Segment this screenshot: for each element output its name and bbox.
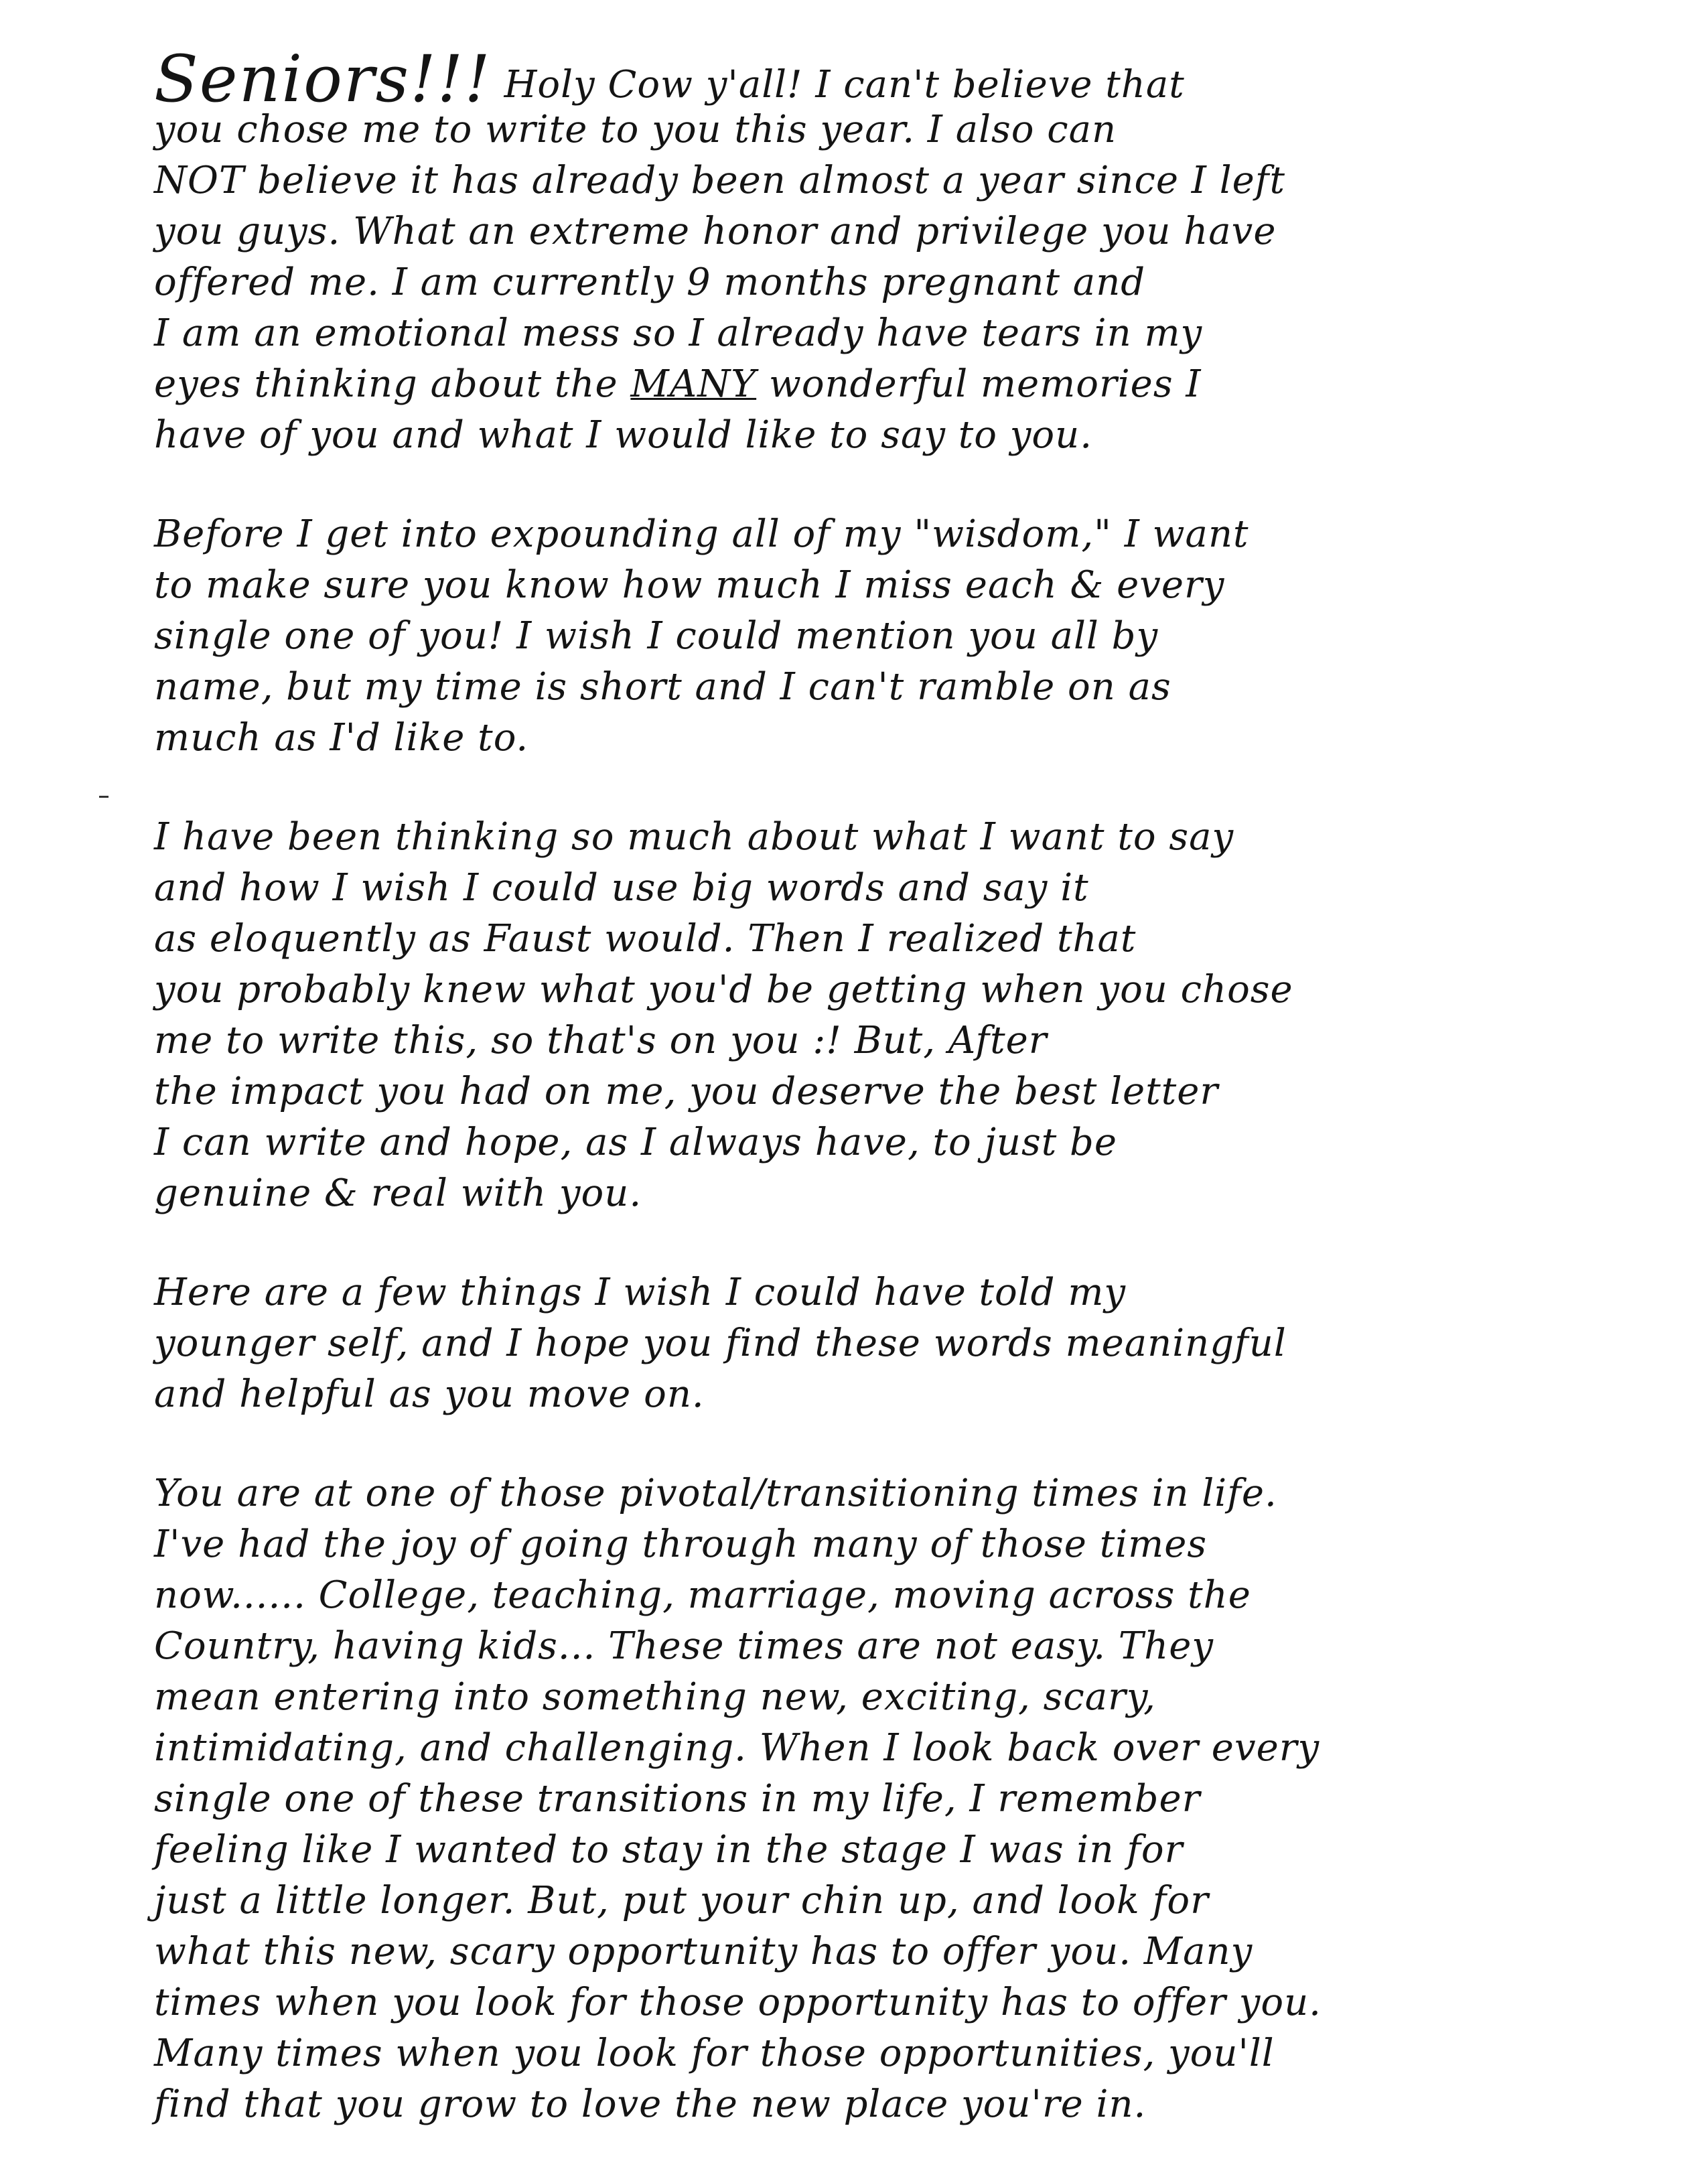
letter-line: to make sure you know how much I miss each & every	[154, 563, 1225, 607]
letter-line: single one of you! I wish I could mention you all by	[154, 614, 1159, 658]
letter-line: I have been thinking so much about what I want to say	[154, 815, 1234, 859]
letter-line: intimidating, and challenging. When I look back over every	[154, 1726, 1320, 1770]
letter-line: as eloquently as Faust would. Then I realized that	[154, 917, 1137, 961]
letter-line: mean entering into something new, exciting, scary,	[154, 1675, 1156, 1719]
letter-line: and how I wish I could use big words and say it	[154, 866, 1089, 910]
letter-line: now...... College, teaching, marriage, moving across the	[154, 1573, 1251, 1617]
letter-line: me to write this, so that's on you :! But, After	[154, 1019, 1048, 1062]
letter-line: and helpful as you move on.	[154, 1372, 705, 1416]
letter-line: name, but my time is short and I can't ramble on as	[154, 665, 1171, 709]
letter-line: You are at one of those pivotal/transitioning times in life.	[154, 1472, 1277, 1515]
letter-line: feeling like I wanted to stay in the stage I was in for	[154, 1828, 1184, 1872]
letter-line: I've had the joy of going through many of those times	[154, 1523, 1208, 1566]
letter-line: you chose me to write to you this year. I also can	[154, 108, 1117, 151]
underlined-word: MANY	[630, 362, 757, 406]
paragraph-gap	[154, 461, 1574, 509]
letter-line	[154, 359, 1574, 410]
paragraph-1	[154, 42, 1574, 461]
handwritten-letter	[154, 42, 1574, 2130]
stray-pen-mark	[99, 796, 109, 798]
line-text: wonderful memories I	[756, 362, 1202, 406]
paragraph-5	[154, 1468, 1574, 2130]
line-text: eyes thinking about the	[154, 362, 618, 406]
letter-line: single one of these transitions in my life, I remember	[154, 1777, 1201, 1821]
letter-line: you probably knew what you'd be getting when you chose	[154, 968, 1293, 1011]
letter-line: Here are a few things I wish I could have told my	[154, 1271, 1127, 1314]
letter-line: just a little longer. But, put your chin up, and look for	[154, 1879, 1209, 1922]
letter-line: times when you look for those opportunity has to offer you.	[154, 1981, 1322, 2024]
salutation: Seniors!!!	[154, 42, 492, 117]
letter-line: younger self, and I hope you find these words meaningful	[154, 1322, 1287, 1365]
letter-line: the impact you had on me, you deserve the best letter	[154, 1070, 1219, 1113]
paragraph-3	[154, 812, 1574, 1219]
letter-line: offered me. I am currently 9 months pregnant and	[154, 261, 1146, 304]
letter-line: find that you grow to love the new place you're in.	[154, 2083, 1147, 2126]
letter-line: Many times when you look for those opportunities, you'll	[154, 2032, 1275, 2075]
letter-line: genuine & real with you.	[154, 1172, 642, 1215]
letter-line: I am an emotional mess so I already have tears in my	[154, 311, 1203, 355]
letter-line	[154, 42, 1574, 117]
letter-line: what this new, scary opportunity has to offer you. Many	[154, 1930, 1253, 1973]
line-text: Holy Cow y'all! I can't believe that	[491, 63, 1185, 107]
letter-line: much as I'd like to.	[154, 716, 529, 760]
paragraph-gap	[154, 764, 1574, 812]
paragraph-gap	[154, 1219, 1574, 1267]
paragraph-2	[154, 509, 1574, 764]
letter-line: you guys. What an extreme honor and privilege you have	[154, 210, 1277, 253]
letter-line: NOT believe it has already been almost a year since I left	[154, 159, 1285, 202]
letter-line: I can write and hope, as I always have, to just be	[154, 1121, 1118, 1164]
letter-line: Before I get into expounding all of my "wisdom," I want	[154, 512, 1249, 556]
paragraph-gap	[154, 1420, 1574, 1468]
letter-line: have of you and what I would like to say to you.	[154, 413, 1092, 457]
letter-line: Country, having kids... These times are not easy. They	[154, 1624, 1214, 1668]
paragraph-4	[154, 1267, 1574, 1420]
